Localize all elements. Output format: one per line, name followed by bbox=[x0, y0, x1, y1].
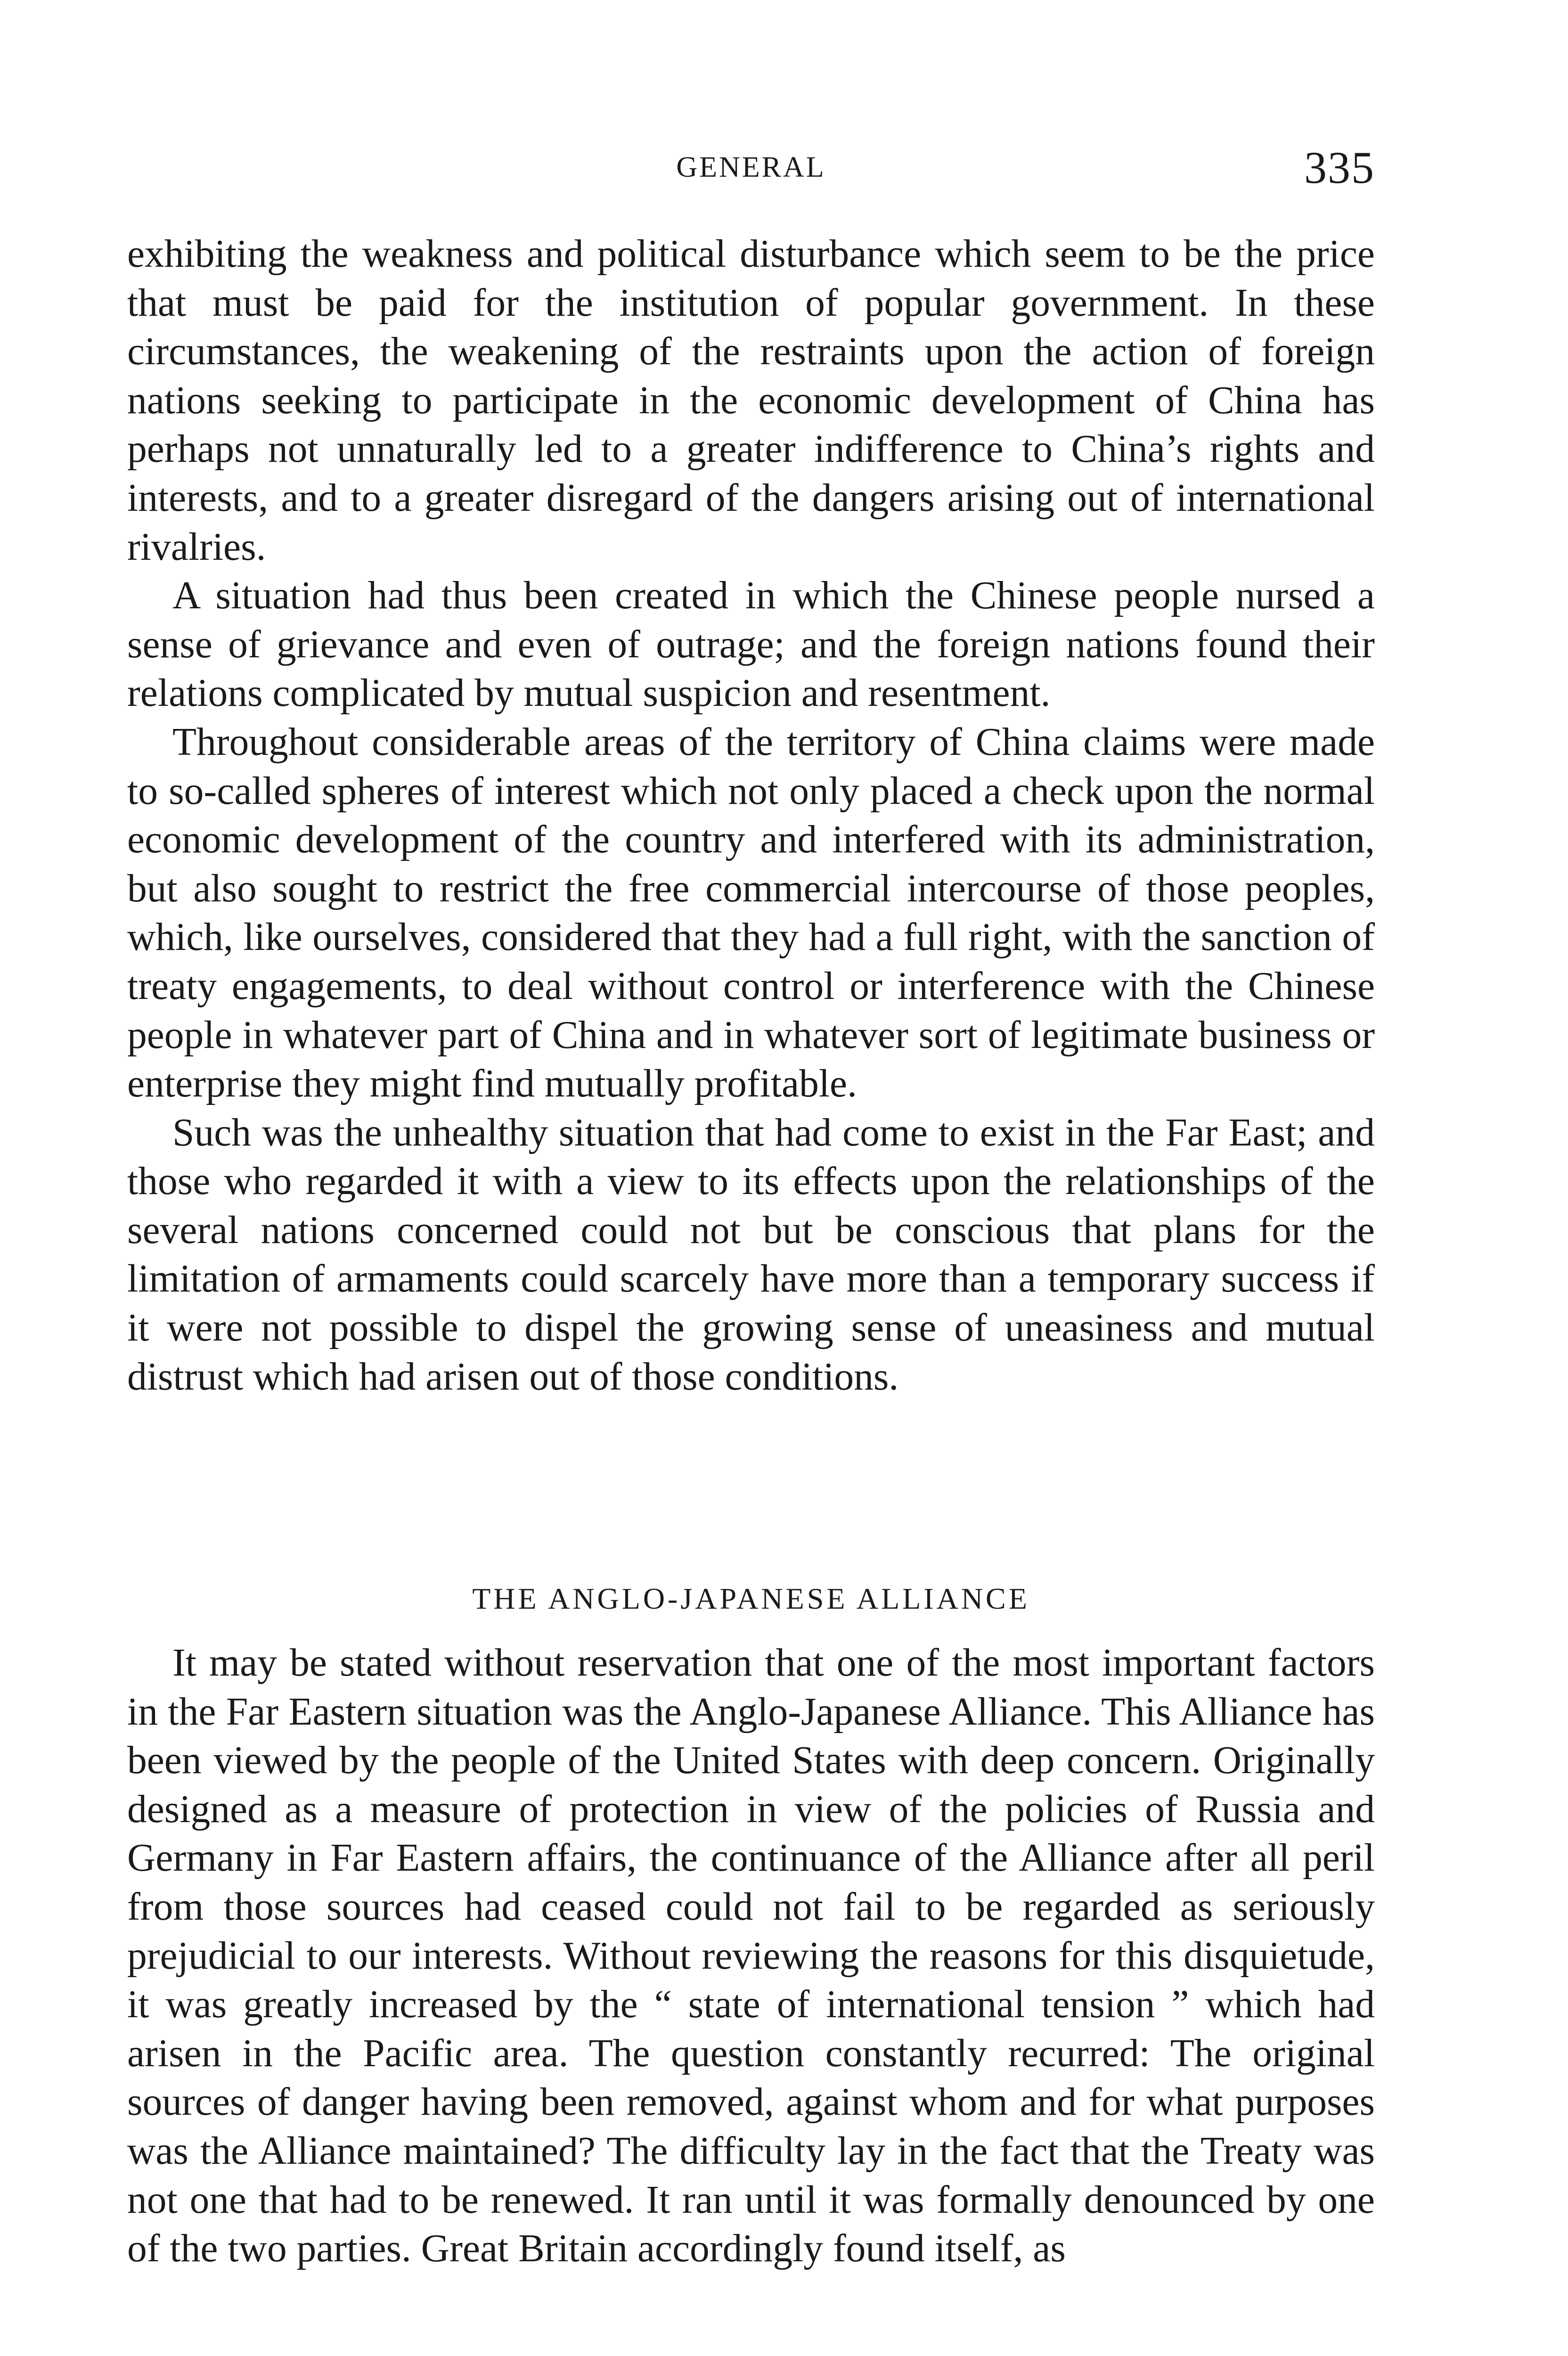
paragraph: It may be stated without reservation that one of the most important factors in the Far Eastern situation was the Anglo-Japanese Alliance. This Alliance has been viewed by the people of the United States with deep concern. Originally designed as a measure of protection in view of the policies of Russia and Germany in Far Eastern affairs, the continuance of the Alliance after all peril from those sources had ceased could not fail to be regarded as seriously prejudicial to our interests. Without reviewing the reasons for this disquietude, it was greatly increased by the “ state of international tension ” which had arisen in the Pacific area. The question constantly recurred: The original sources of danger having been removed, against whom and for what purposes was the Alliance maintained? The difficulty lay in the fact that the Treaty was not one that had to be renewed. It ran until it was formally denounced by one of the two parties. Great Britain accordingly found itself, as bbox=[127, 1641, 1375, 2271]
paragraph: Throughout considerable areas of the territory of China claims were made to so-called spheres of interest which not only placed a check upon the normal economic development of the country and interfered with its administration, but also sought to restrict the free commercial intercourse of those peoples, which, like ourselves, considered that they had a full right, with the sanction of treaty engagements, to deal without control or interference with the Chinese people in whatever part of China and in whatever sort of legitimate business or enterprise they might find mutually profitable. bbox=[127, 720, 1375, 1106]
running-head: GENERAL bbox=[676, 151, 826, 183]
body-text-upper bbox=[127, 230, 1375, 1401]
page-header bbox=[127, 141, 1375, 198]
body-text-lower bbox=[127, 1639, 1375, 2274]
paragraph-continued: exhibiting the weakness and political disturbance which seem to be the price that must be paid for the institution of popular government. In these circumstances, the weakening of the restraints upon the action of foreign nations seeking to participate in the economic development of China has perhaps not unnaturally led to a greater indifference to China’s rights and interests, and to a greater disregard of the dangers arising out of international rivalries. bbox=[127, 232, 1375, 569]
section-heading: THE ANGLO-JAPANESE ALLIANCE bbox=[472, 1582, 1030, 1615]
paragraph: A situation had thus been created in which the Chinese people nursed a sense of grievance and even of outrage; and the foreign nations found their relations complicated by mutual suspicion and resentment. bbox=[127, 574, 1375, 715]
page-number: 335 bbox=[1304, 142, 1375, 193]
paragraph: Such was the unhealthy situation that had come to exist in the Far East; and those who regarded it with a view to its effects upon the relationships of the several nations concerned could not but be conscious that plans for the limitation of armaments could scarcely have more than a temporary success if it were not possible to dispel the growing sense of uneasiness and mutual distrust which had arisen out of those conditions. bbox=[127, 1111, 1375, 1399]
